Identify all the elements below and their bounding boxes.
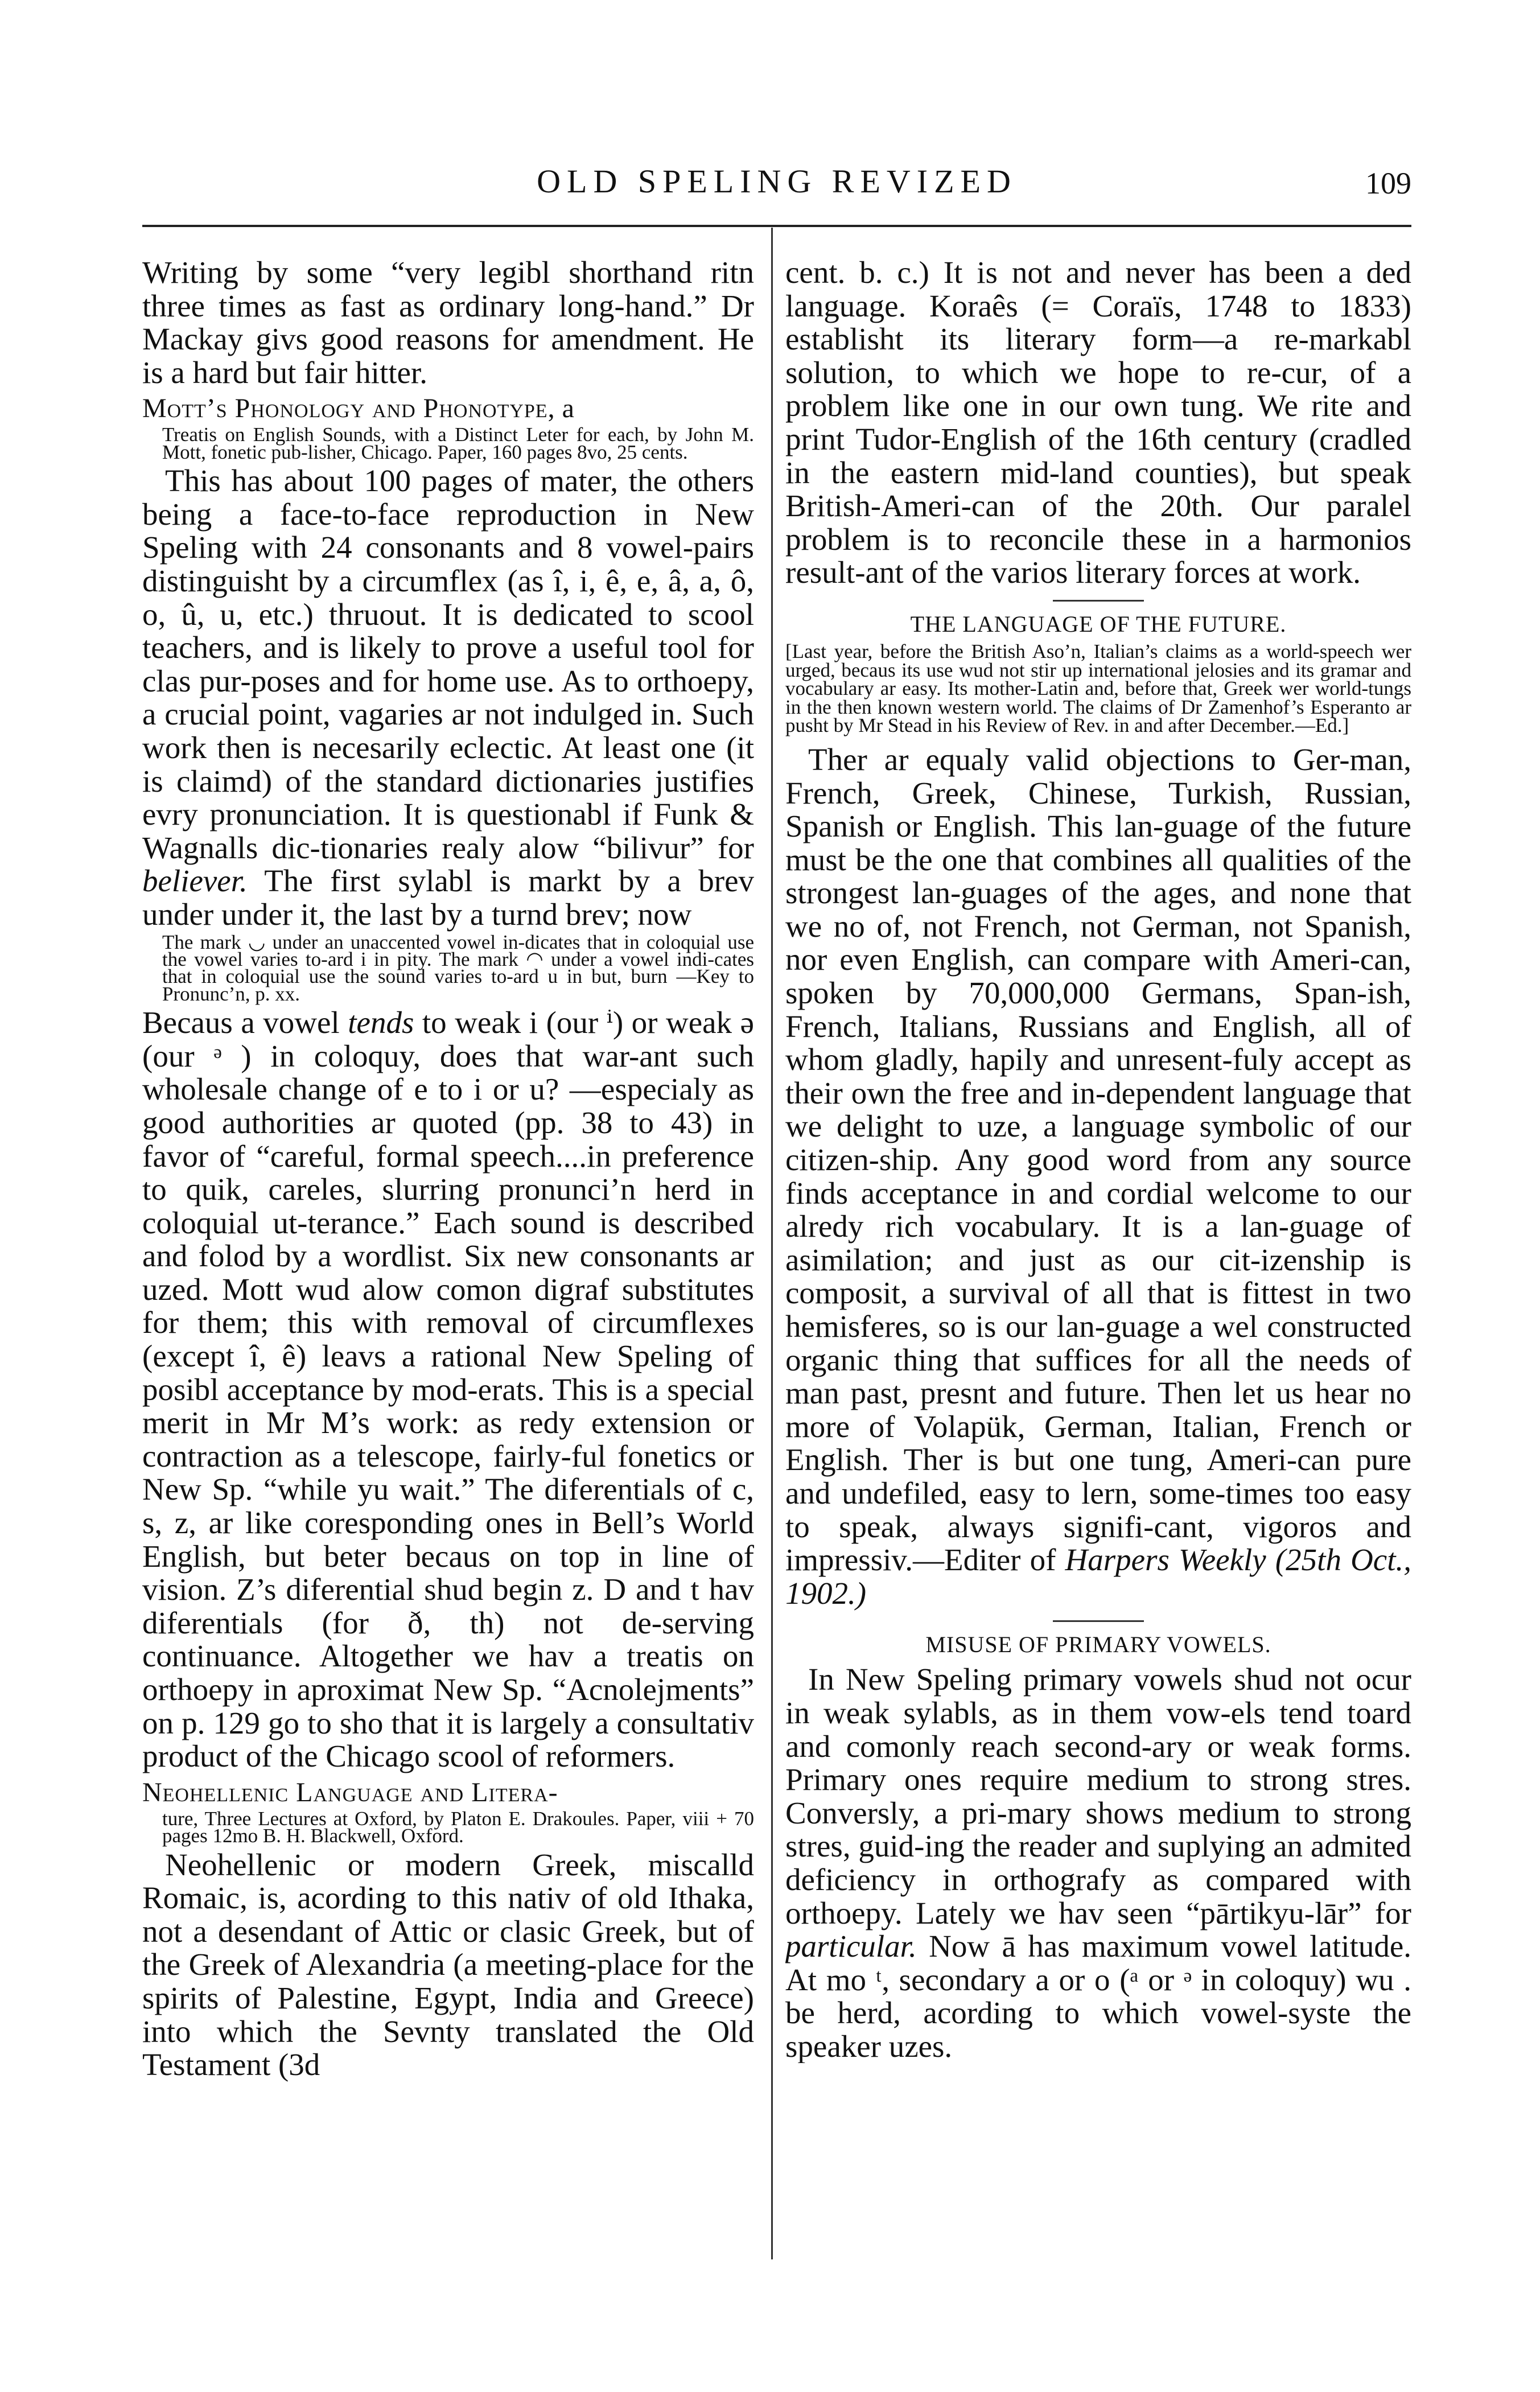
book-title: Mott’s Phonology and Phonotype, [142,393,555,424]
quoted-note: The mark ◡ under an unaccented vowel in-dicates that in coloquial use the vowel varies to-ard i in pity. The mark ◠ under a vowel indi-cates that in coloquial use the sound varies to-ard u in but, burn —Key to Pronunc’n, p. xx. [162,931,754,1005]
paragraph-text: Now ā has maximum vowel latitude. At mo ᵗ, secondary a or o (ᵃ or ᵊ in coloquy) wu . be herd, acording to which vowel-syste the speaker uzes. [785,1929,1411,2064]
book-title: Neohellenic Language and Litera- [142,1777,558,1808]
paragraph [785,1663,1411,2063]
section-title: THE LANGUAGE OF THE FUTURE. [910,611,1287,637]
section-separator [1053,600,1144,602]
running-head: OLD SPELING REVIZED [537,163,1017,200]
bibliographic-details: Treatis on English Sounds, with a Distinct Leter for each, by John M. Mott, fonetic pub-lisher, Chicago. Paper, 160 pages 8vo, 25 cents. [162,423,754,463]
section-title: MISUSE OF PRIMARY VOWELS. [925,1632,1271,1658]
italic-word: believer. [142,863,248,899]
review-heading [142,393,754,424]
paragraph [785,743,1411,1610]
column-divider [771,228,773,2259]
left-column [142,256,754,2082]
paragraph-text: Becaus a vowel [142,1005,340,1040]
editorial-note: [Last year, before the British Aso’n, Italian’s claims as a world-speech wer urged, becaus its use wud not stir up international jelosies and its gramar and vocabulary ar easy. Its mother-Latin and, before that, Greek wer world-tungs in the then known western world. The claims of Dr Zamenhof’s Esperanto ar pusht by Mr Stead in his Review of Rev. in and after December.—Ed.] [785,640,1411,737]
paragraph-text: Ther ar equaly valid objections to Ger-man, French, Greek, Chinese, Turkish, Russian, Spanish or English. This lan-guage of the future must be the one that combines all qualities of the strongest lan-guages of the ages, and none that we no of, not French, not German, not Spanish, nor even English, can compare with Ameri-can, spoken by 70,000,000 Germans, Span-ish, French, Italians, Russians and English, all of whom gladly, hapily and unresent-fuly accept as their own the free and in-dependent language that we delight to uze, a language symbolic of our citizen-ship. Any good word from any source finds acceptance in and cordial welcome to our alredy rich vocabulary. It is a lan-guage of asimilation; and just as our cit-izenship is composit, a survival of all that is fittest in two hemisferes, so is our lan-guage a wel constructed organic thing that suffices for all the needs of man past, presnt and future. Then let us hear no more of Volapük, German, Italian, French or English. Ther is but one tung, Ameri-can pure and undefiled, easy to lern, some-times too easy to speak, always signifi-cant, vigoros and impressiv.—Editer of [785,742,1411,1578]
paragraph-text: This has about 100 pages of mater, the others being a face-to-face reproduction in New Speling with 24 consonants and 8 vowel-pairs distinguisht by a circumflex (as î, i, ê, e, â, a, ô, o, û, u, etc.) thruout. It is dedicated to scool teachers, and is likely to prove a useful tool for clas pur-poses and for home use. As to orthoepy, a crucial point, vagaries ar not indulged in. Such work then is necesarily eclectic. At least one (it is claimd) of the standard dictionaries justifies evry pronunciation. It is questionabl if Funk & Wagnalls dic-tionaries realy alow “bilivur” for [142,463,754,865]
paragraph: cent. b. c.) It is not and never has been a ded language. Koraês (= Coraïs, 1748 to 1833) establisht its literary form—a re-markabl solution, to which we hope to re-cur, of a problem like one in our own tung. We rite and print Tudor-English of the 16th century (cradled in the eastern mid-land counties), but speak British-Ameri-can of the 20th. Our paralel problem is to reconcile these in a harmonios result-ant of the varios literary forces at work. [785,256,1411,590]
paragraph-text: In New Speling primary vowels shud not ocur in weak sylabls, as in them vow-els tend toard and comonly reach second-ary or weak forms. Primary ones require medium to strong stres. Conversly, a pri-mary shows medium to strong stres, guid-ing the reader and suplying an admited deficiency in orthografy as compared with orthoepy. Lately we hav seen “pārtikyu-lār” for [785,1662,1411,1930]
paragraph [142,464,754,931]
paragraph-text: to weak i (our ⁱ) or weak ə (our ᵊ ) in coloquy, does that war-ant such wholesale change of e to i or u? —especialy as good authorities ar quoted (pp. 38 to 43) in favor of “careful, formal speech....in preference to quik, careles, slurring pronunci’n herd in coloquial ut-terance.” Each sound is described and folod by a wordlist. Six new consonants ar uzed. Mott wud alow comon digraf substitutes for them; this with removal of circumflexes (except î, ê) leavs a rational New Speling of posibl acceptance by mod-erats. This is a special merit in Mr M’s work: as redy extension or contraction as a telescope, fairly-ful fonetics or New Sp. “while yu wait.” The diferentials of c, s, z, ar like coresponding ones in Bell’s World English, but beter becaus on top in line of vision. Z’s diferential shud begin z. D and t hav diferentials (for ð, th) not de-serving continuance. Altogether we hav a treatis on orthoepy in aproximat New Sp. “Acnolejments” on p. 129 go to sho that it is largely a consultativ product of the Chicago scool of reformers. [142,1005,754,1774]
right-column [785,256,1411,2063]
paragraph: Writing by some “very legibl shorthand ritn three times as fast as ordinary long-hand.” Dr Mackay givs good reasons for amendment. He is a hard but fair hitter. [142,256,754,390]
header-rule [142,225,1411,227]
page-header [142,162,1411,208]
paragraph-text: The first sylabl is markt by a brev under under it, the last by a turnd brev; now [142,863,754,932]
paragraph [142,1006,754,1773]
section-separator [1053,1620,1144,1622]
review-heading [142,1777,754,1808]
page-number: 109 [1365,166,1411,200]
paragraph: Neohellenic or modern Greek, miscalld Romaic, is, acording to this nativ of old Ithaka, not a desendant of Attic or clasic Greek, but of the Greek of Alexandria (a meeting-place for the spirits of Palestine, Egypt, India and Greece) into which the Sevnty translated the Old Testament (3d [142,1847,754,2082]
italic-word: particular. [785,1929,917,1964]
bibliographic-details: ture, Three Lectures at Oxford, by Platon E. Drakoules. Paper, viii + 70 pages 12mo B. H. Blackwell, Oxford. [162,1807,754,1847]
italic-date: (25th Oct., 1902.) [785,1542,1411,1611]
italic-word: tends [348,1005,414,1040]
book-title-tail: a [555,393,574,424]
italic-source: Harpers Weekly [1065,1542,1266,1578]
